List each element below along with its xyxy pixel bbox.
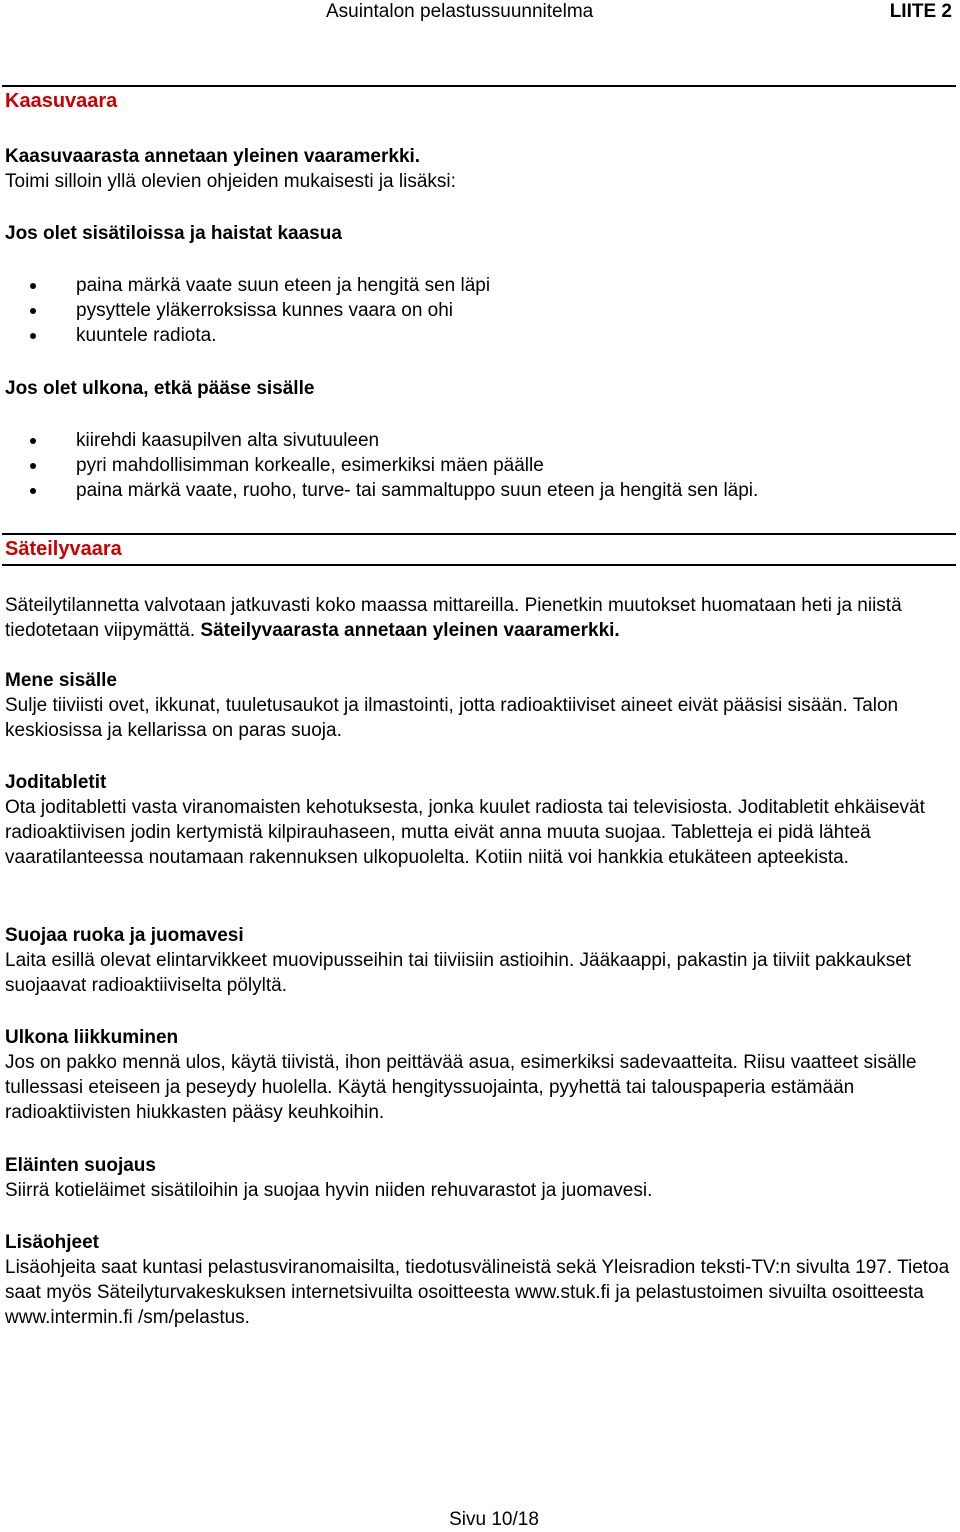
section-text: Sulje tiiviisti ovet, ikkunat, tuuletusaukot ja ilmastointi, jotta radioaktiiviset aineet eivät pääsisi sisään. Talon keskiosissa ja kellarissa on paras suoja. — [5, 695, 899, 741]
radiation-intro-bold: Säteilyvaarasta annetaan yleinen vaaramerkki. — [200, 620, 620, 641]
section-heading: Joditabletit — [5, 772, 107, 793]
gas-outdoors-heading: Jos olet ulkona, etkä pääse sisälle — [5, 378, 315, 399]
radiation-section-food — [5, 923, 952, 998]
gas-intro-bold: Kaasuvaarasta annetaan yleinen vaaramerkki. — [5, 146, 421, 167]
gas-heading: Kaasuvaara — [5, 90, 118, 112]
document-title: Asuintalon pelastussuunnitelma — [326, 1, 594, 22]
section-divider — [2, 533, 956, 535]
list-item: kuuntele radiota. — [5, 323, 952, 348]
radiation-intro — [5, 593, 952, 643]
section-heading: Ulkona liikkuminen — [5, 1027, 179, 1048]
radiation-intro-text: Säteilytilannetta valvotaan jatkuvasti koko maassa mittareilla. Pienetkin muutokset huomataan heti ja niistä tiedotetaan viipymättä. — [5, 595, 902, 641]
gas-indoors-list — [5, 273, 952, 348]
radiation-section-animals — [5, 1153, 952, 1203]
section-text: Laita esillä olevat elintarvikkeet muovipusseihin tai tiiviisiin astioihin. Jääkaappi, pakastin ja tiiviit pakkaukset suojaavat radioaktiiviselta pölyltä. — [5, 950, 912, 996]
section-heading: Suojaa ruoka ja juomavesi — [5, 925, 244, 946]
radiation-section-more-info — [5, 1230, 952, 1330]
list-item: kiirehdi kaasupilven alta sivutuuleen — [5, 428, 952, 453]
radiation-section-indoors — [5, 668, 952, 743]
gas-indoors-heading: Jos olet sisätiloissa ja haistat kaasua — [5, 223, 342, 244]
page-number: Sivu 10/18 — [449, 1509, 539, 1530]
list-item: paina märkä vaate suun eteen ja hengitä sen läpi — [5, 273, 952, 298]
gas-outdoors-list — [5, 428, 952, 503]
gas-intro-text: Toimi silloin yllä olevien ohjeiden mukaisesti ja lisäksi: — [5, 171, 456, 192]
section-heading: Mene sisälle — [5, 670, 117, 691]
list-item: pyri mahdollisimman korkealle, esimerkiksi mäen päälle — [5, 453, 952, 478]
appendix-label: LIITE 2 — [889, 1, 952, 22]
section-heading: Eläinten suojaus — [5, 1155, 156, 1176]
gas-intro — [5, 144, 952, 194]
section-heading: Lisäohjeet — [5, 1232, 99, 1253]
radiation-section-iodine — [5, 770, 952, 870]
section-divider — [2, 564, 956, 566]
section-text: Jos on pakko mennä ulos, käytä tiivistä, ihon peittävää asua, esimerkiksi sadevaatteita. Riisu vaatteet sisälle tullessasi eteiseen ja peseydy huolella. Käytä hengityssuojainta, pyyhettä tai talouspaperia estämään radioaktiivisten hiukkasten pääsy keuhkoihin. — [5, 1052, 917, 1123]
list-item: pysyttele yläkerroksissa kunnes vaara on ohi — [5, 298, 952, 323]
section-divider — [2, 85, 956, 87]
radiation-heading: Säteilyvaara — [5, 538, 122, 560]
section-text: Ota joditabletti vasta viranomaisten kehotuksesta, jonka kuulet radiosta tai televisiosta. Joditabletit ehkäisevät radioaktiivisen jodin kertymistä kilpirauhaseen, mutta eivät anna muuta suojaa. Tabletteja ei pidä lähteä vaaratilanteessa noutamaan rakennuksen ulkopuolelta. Kotiin niitä voi hankkia etukäteen apteekista. — [5, 797, 925, 868]
list-item: paina märkä vaate, ruoho, turve- tai sammaltuppo suun eteen ja hengitä sen läpi. — [5, 478, 952, 503]
radiation-section-outdoors — [5, 1025, 952, 1125]
section-text: Siirrä kotieläimet sisätiloihin ja suojaa hyvin niiden rehuvarastot ja juomavesi. — [5, 1180, 653, 1201]
section-text: Lisäohjeita saat kuntasi pelastusviranomaisilta, tiedotusvälineistä sekä Yleisradion teksti-TV:n sivulta 197. Tietoa saat myös Säteilyturvakeskuksen internetsivuilta osoitteesta www.stuk.fi ja pelastustoimen sivuilta osoitteesta www.intermin.fi /sm/pelastus. — [5, 1257, 950, 1328]
